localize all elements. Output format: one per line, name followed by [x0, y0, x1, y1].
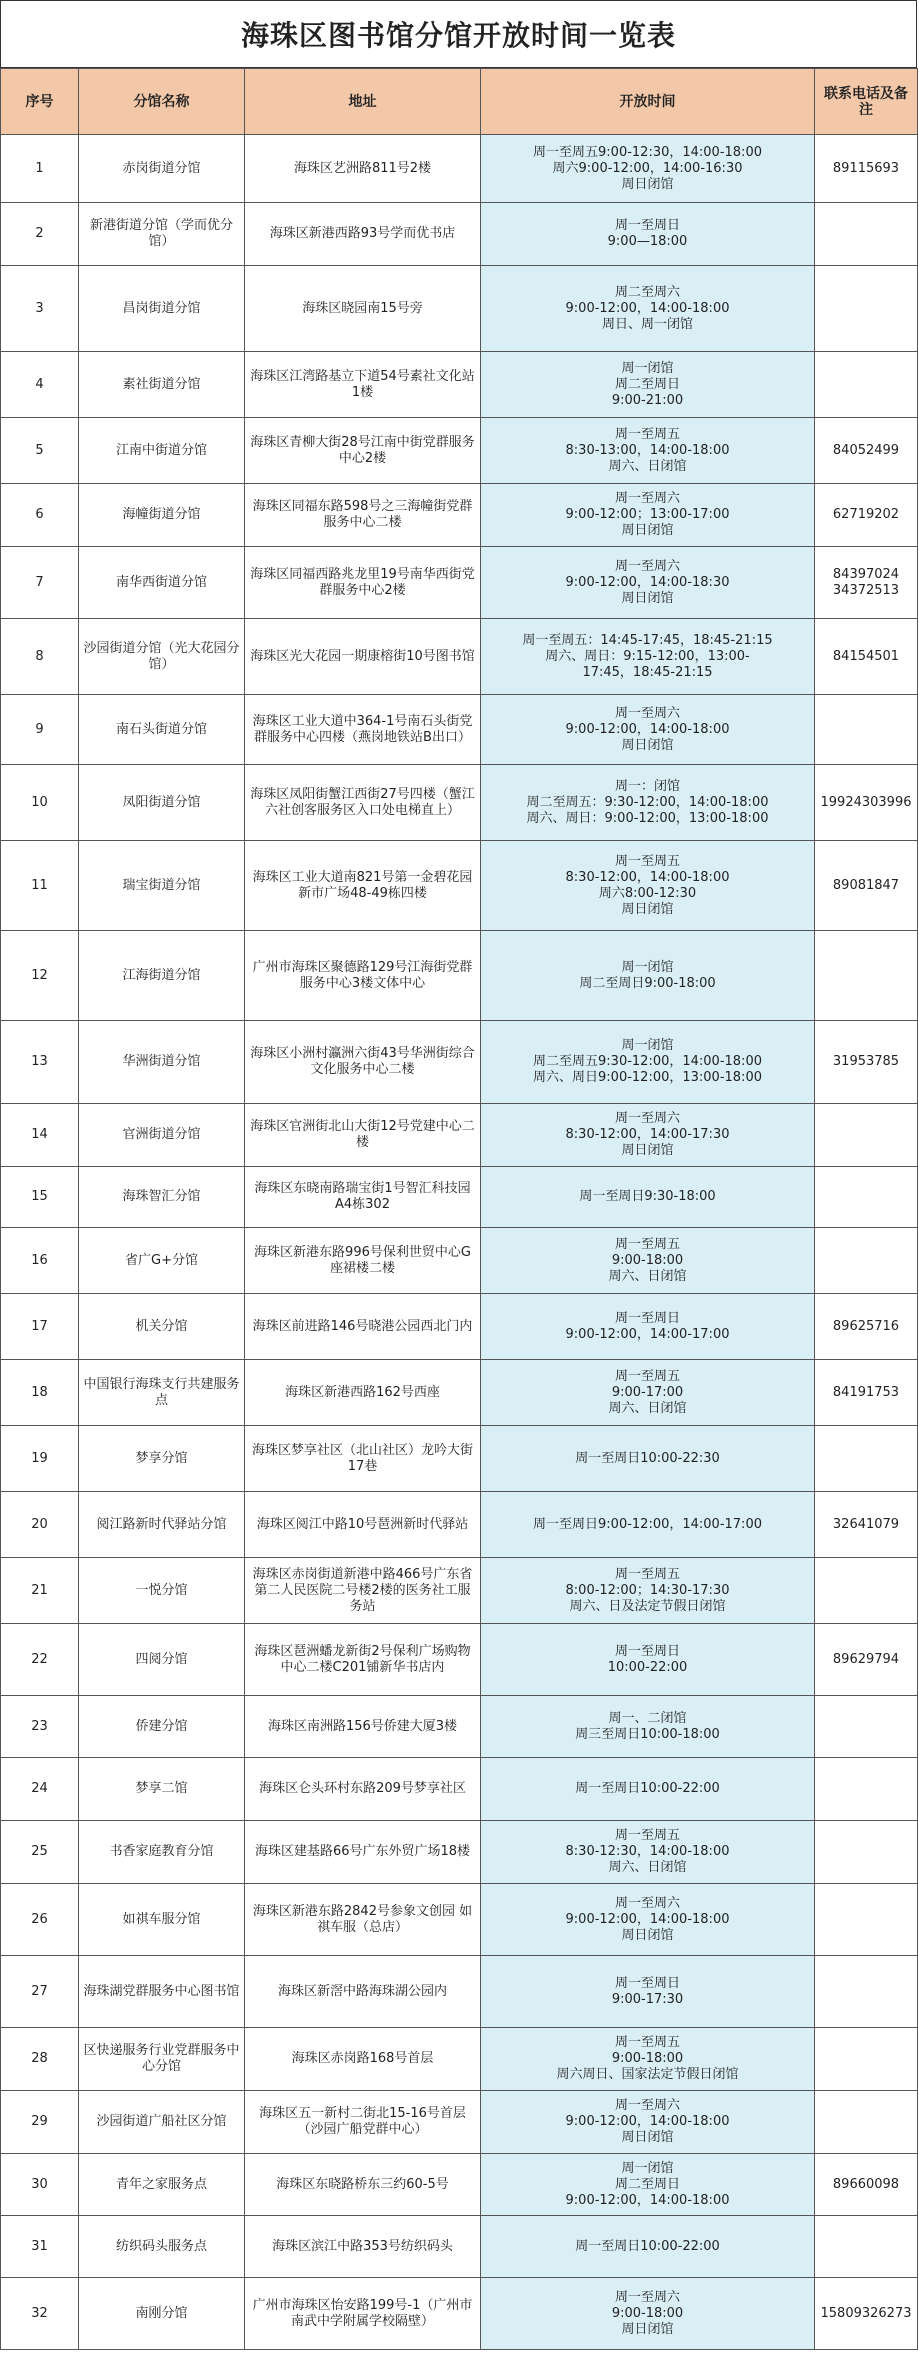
table-row: [1, 2091, 918, 2154]
opening-hours-line: 周日闭馆: [621, 1927, 674, 1943]
cell-branch-name: 沙园街道广船社区分馆: [79, 2091, 245, 2154]
cell-opening-hours: [481, 2028, 815, 2091]
cell-opening-hours: [481, 2216, 815, 2278]
table-row: [1, 1558, 918, 1624]
table-row: [1, 547, 918, 619]
cell-address: 广州市海珠区怡安路199号-1（广州市南武中学附属学校隔壁）: [245, 2278, 481, 2350]
cell-opening-hours: [481, 418, 815, 484]
opening-hours-line: 9:00-17:30: [611, 1991, 684, 2007]
cell-no: 30: [1, 2154, 79, 2216]
opening-hours-line: 周一至周日: [614, 1975, 680, 1991]
cell-opening-hours: [481, 1558, 815, 1624]
opening-hours-line: 周一至周五: [614, 426, 680, 442]
cell-opening-hours: [481, 1426, 815, 1492]
cell-opening-hours: [481, 1884, 815, 1956]
opening-hours-line: 8:30-12:00，14:00-17:30: [565, 1127, 730, 1142]
phone-number: 62719202: [832, 507, 900, 522]
phone-number: 31953785: [832, 1054, 900, 1069]
cell-branch-name: 一悦分馆: [79, 1558, 245, 1624]
cell-branch-name: 海珠智汇分馆: [79, 1167, 245, 1228]
cell-phone: [815, 695, 918, 765]
cell-branch-name: 海珠湖党群服务中心图书馆: [79, 1956, 245, 2028]
branch-schedule-table: [0, 68, 918, 2350]
table-row: [1, 619, 918, 695]
page-title: 海珠区图书馆分馆开放时间一览表: [0, 0, 917, 68]
cell-branch-name: 四阅分馆: [79, 1624, 245, 1696]
table-row: [1, 1956, 918, 2028]
cell-address: 海珠区南洲路156号侨建大厦3楼: [245, 1696, 481, 1758]
cell-no: 1: [1, 135, 79, 203]
cell-address: 海珠区新港西路162号西座: [245, 1360, 481, 1426]
opening-hours-line: 周六9:00-12:00，14:00-16:30: [552, 160, 743, 176]
table-row: [1, 695, 918, 765]
cell-branch-name: 机关分馆: [79, 1294, 245, 1360]
cell-branch-name: 官洲街道分馆: [79, 1104, 245, 1167]
cell-no: 28: [1, 2028, 79, 2091]
column-header-hours: 开放时间: [481, 69, 815, 135]
cell-phone: [815, 841, 918, 931]
cell-address: 海珠区东晓路桥东三约60-5号: [245, 2154, 481, 2216]
cell-phone: [815, 1624, 918, 1696]
table-row: [1, 1228, 918, 1294]
cell-address: 海珠区新港东路2842号参象文创园 如祺车服（总店）: [245, 1884, 481, 1956]
cell-no: 12: [1, 931, 79, 1021]
cell-address: 海珠区官洲街北山大街12号党建中心二楼: [245, 1104, 481, 1167]
opening-hours-line: 9:00-18:00: [611, 2051, 684, 2066]
cell-opening-hours: [481, 931, 815, 1021]
cell-phone: [815, 1558, 918, 1624]
table-row: [1, 1104, 918, 1167]
opening-hours-line: 周一至周五9:00-12:30，14:00-18:00: [533, 144, 762, 160]
cell-branch-name: 江海街道分馆: [79, 931, 245, 1021]
cell-phone: [815, 1956, 918, 2028]
column-header-address: 地址: [245, 69, 481, 135]
column-header-contact: 联系电话及备注: [815, 69, 918, 135]
cell-address: 海珠区工业大道中364-1号南石头街党群服务中心四楼（燕岗地铁站B出口）: [245, 695, 481, 765]
opening-hours-line: 9:00-12:00，14:00-18:00: [565, 721, 730, 737]
table-row: [1, 1360, 918, 1426]
cell-address: 海珠区梦享社区（北山社区）龙吟大街17巷: [245, 1426, 481, 1492]
cell-branch-name: 海幢街道分馆: [79, 484, 245, 547]
cell-opening-hours: [481, 1821, 815, 1884]
cell-opening-hours: [481, 1624, 815, 1696]
cell-phone: [815, 1758, 918, 1821]
cell-no: 20: [1, 1492, 79, 1558]
cell-no: 10: [1, 765, 79, 841]
cell-address: 海珠区小洲村瀛洲六街43号华洲街综合文化服务中心二楼: [245, 1021, 481, 1104]
table-row: [1, 1758, 918, 1821]
table-row: [1, 2278, 918, 2350]
cell-branch-name: 侨建分馆: [79, 1696, 245, 1758]
opening-hours-line: 周一至周六: [614, 2098, 680, 2113]
opening-hours-line: 9:00-12:00，14:00-18:30: [565, 574, 730, 590]
phone-number: 89625716: [832, 1318, 900, 1334]
cell-phone: [815, 1884, 918, 1956]
cell-address: 海珠区赤岗街道新港中路466号广东省第二人民医院二号楼2楼的医务社工服务站: [245, 1558, 481, 1624]
cell-branch-name: 赤岗街道分馆: [79, 135, 245, 203]
cell-opening-hours: [481, 135, 815, 203]
cell-address: 海珠区艺洲路811号2楼: [245, 135, 481, 203]
cell-address: 海珠区青柳大街28号江南中街党群服务中心2楼: [245, 418, 481, 484]
cell-address: 海珠区滨江中路353号纺织码头: [245, 2216, 481, 2278]
cell-phone: [815, 1294, 918, 1360]
cell-opening-hours: [481, 352, 815, 418]
cell-address: 海珠区新港西路93号学而优书店: [245, 203, 481, 266]
cell-phone: [815, 619, 918, 695]
cell-opening-hours: [481, 2091, 815, 2154]
cell-phone: [815, 2154, 918, 2216]
phone-number: 32641079: [832, 1516, 900, 1532]
opening-hours-line: 周二至周六: [614, 284, 680, 300]
cell-branch-name: 纺织码头服务点: [79, 2216, 245, 2278]
cell-no: 9: [1, 695, 79, 765]
phone-number: 84397024 34372513: [832, 566, 900, 598]
opening-hours-line: 周一闭馆: [621, 2160, 674, 2176]
opening-hours-line: 周一至周五: [614, 1566, 680, 1582]
opening-hours-line: 9:00-12:00，14:00-18:00: [565, 2114, 730, 2129]
opening-hours-line: 周一至周日9:00-12:00，14:00-17:00: [533, 1516, 762, 1532]
cell-opening-hours: [481, 2278, 815, 2350]
opening-hours-line: 8:30-12:30，14:00-18:00: [565, 1844, 730, 1859]
phone-number: 19924303996: [820, 794, 912, 810]
opening-hours-line: 周一至周五：14:45-17:45，18:45-21:15: [522, 632, 773, 648]
opening-hours-line: 9:00-17:00: [611, 1384, 684, 1400]
table-row: [1, 135, 918, 203]
table-row: [1, 2028, 918, 2091]
cell-branch-name: 区快递服务行业党群服务中心分馆: [79, 2028, 245, 2091]
cell-no: 32: [1, 2278, 79, 2350]
opening-hours-line: 9:00-12:00，14:00-18:00: [565, 1911, 730, 1927]
cell-opening-hours: [481, 1294, 815, 1360]
opening-hours-line: 9:00-12:00，14:00-18:00: [565, 2192, 730, 2208]
cell-address: 海珠区同福东路598号之三海幢街党群服务中心二楼: [245, 484, 481, 547]
opening-hours-line: 周六、周日9:00-12:00，13:00-18:00: [533, 1070, 762, 1085]
table-row: [1, 1294, 918, 1360]
cell-no: 13: [1, 1021, 79, 1104]
cell-phone: [815, 1167, 918, 1228]
opening-hours-line: 10:00-22:00: [607, 1659, 688, 1675]
phone-number: 15809326273: [820, 2305, 912, 2321]
column-header-no: 序号: [1, 69, 79, 135]
opening-hours-line: 周日、周一闭馆: [601, 316, 693, 332]
opening-hours-line: 周一至周六: [614, 1895, 680, 1911]
cell-address: 海珠区仑头环村东路209号梦享社区: [245, 1758, 481, 1821]
opening-hours-line: 周日闭馆: [621, 523, 674, 538]
opening-hours-line: 周二至周日: [614, 2176, 680, 2192]
cell-no: 16: [1, 1228, 79, 1294]
cell-branch-name: 南石头街道分馆: [79, 695, 245, 765]
cell-no: 15: [1, 1167, 79, 1228]
cell-no: 27: [1, 1956, 79, 2028]
cell-address: 海珠区东晓南路瑞宝街1号智汇科技园A4栋302: [245, 1167, 481, 1228]
cell-phone: [815, 266, 918, 352]
cell-address: 海珠区光大花园一期康榕街10号图书馆: [245, 619, 481, 695]
cell-opening-hours: [481, 1228, 815, 1294]
cell-address: 海珠区工业大道南821号第一金碧花园新市广场48-49栋四楼: [245, 841, 481, 931]
cell-branch-name: 华洲街道分馆: [79, 1021, 245, 1104]
opening-hours-line: 周二至周日: [614, 376, 680, 392]
opening-hours-line: 周一至周五: [614, 1368, 680, 1384]
cell-branch-name: 瑞宝街道分馆: [79, 841, 245, 931]
cell-phone: [815, 547, 918, 619]
table-row: [1, 1426, 918, 1492]
opening-hours-line: 周六、日闭馆: [608, 1400, 687, 1416]
cell-address: 海珠区建基路66号广东外贸广场18楼: [245, 1821, 481, 1884]
opening-hours-line: 周六、日及法定节假日闭馆: [569, 1598, 726, 1614]
cell-no: 8: [1, 619, 79, 695]
cell-no: 29: [1, 2091, 79, 2154]
cell-opening-hours: [481, 619, 815, 695]
table-row: [1, 1696, 918, 1758]
opening-hours-line: 9:00-18:00: [611, 2305, 684, 2321]
cell-opening-hours: [481, 203, 815, 266]
cell-branch-name: 梦享二馆: [79, 1758, 245, 1821]
opening-hours-line: 周一至周日9:30-18:00: [579, 1189, 716, 1204]
cell-phone: [815, 1360, 918, 1426]
cell-no: 4: [1, 352, 79, 418]
cell-address: 海珠区新港东路996号保利世贸中心G座裙楼二楼: [245, 1228, 481, 1294]
opening-hours-line: 周日闭馆: [621, 590, 674, 606]
cell-opening-hours: [481, 266, 815, 352]
phone-number: 89115693: [832, 160, 900, 176]
opening-hours-line: 9:00-21:00: [611, 392, 684, 408]
cell-no: 5: [1, 418, 79, 484]
opening-hours-line: 9:00-12:00；13:00-17:00: [565, 507, 730, 522]
opening-hours-line: 9:00-18:00: [611, 1252, 684, 1268]
opening-hours-line: 周一至周六: [614, 2289, 680, 2305]
cell-phone: [815, 1696, 918, 1758]
cell-no: 14: [1, 1104, 79, 1167]
table-row: [1, 1492, 918, 1558]
cell-no: 26: [1, 1884, 79, 1956]
cell-no: 11: [1, 841, 79, 931]
cell-branch-name: 南华西街道分馆: [79, 547, 245, 619]
opening-hours-line: 周一至周五: [614, 1236, 680, 1252]
cell-opening-hours: [481, 1492, 815, 1558]
opening-hours-line: 周六、周日：9:00-12:00，13:00-18:00: [526, 810, 769, 826]
cell-opening-hours: [481, 765, 815, 841]
cell-opening-hours: [481, 841, 815, 931]
cell-address: 海珠区前进路146号晓港公园西北门内: [245, 1294, 481, 1360]
opening-hours-line: 周二至周日9:00-18:00: [579, 975, 716, 991]
opening-hours-line: 周六8:00-12:30: [598, 885, 697, 901]
table-row: [1, 1167, 918, 1228]
cell-no: 18: [1, 1360, 79, 1426]
column-header-name: 分馆名称: [79, 69, 245, 135]
opening-hours-line: 周六、日闭馆: [608, 458, 687, 474]
opening-hours-line: 周一至周日10:00-22:30: [575, 1450, 720, 1466]
opening-hours-line: 周六周日、国家法定节假日闭馆: [556, 2067, 739, 2082]
table-row: [1, 418, 918, 484]
cell-branch-name: 书香家庭教育分馆: [79, 1821, 245, 1884]
opening-hours-line: 周一闭馆: [621, 1038, 674, 1053]
cell-opening-hours: [481, 2154, 815, 2216]
cell-no: 23: [1, 1696, 79, 1758]
cell-address: 海珠区新滘中路海珠湖公园内: [245, 1956, 481, 2028]
opening-hours-line: 周三至周日10:00-18:00: [575, 1726, 720, 1742]
cell-phone: [815, 931, 918, 1021]
cell-address: 海珠区凤阳街蟹江西街27号四楼（蟹江六社创客服务区入口处电梯直上）: [245, 765, 481, 841]
opening-hours-line: 17:45，18:45-21:15: [582, 664, 713, 680]
cell-branch-name: 省广G+分馆: [79, 1228, 245, 1294]
cell-no: 22: [1, 1624, 79, 1696]
cell-no: 19: [1, 1426, 79, 1492]
opening-hours-line: 周一至周六: [614, 1111, 680, 1126]
cell-address: 海珠区晓园南15号旁: [245, 266, 481, 352]
cell-branch-name: 青年之家服务点: [79, 2154, 245, 2216]
opening-hours-line: 周一至周日10:00-22:00: [575, 2238, 720, 2254]
opening-hours-line: 周六、日闭馆: [608, 1268, 687, 1284]
opening-hours-line: 周日闭馆: [621, 176, 674, 192]
cell-phone: [815, 1021, 918, 1104]
cell-branch-name: 沙园街道分馆（光大花园分馆）: [79, 619, 245, 695]
cell-opening-hours: [481, 1167, 815, 1228]
opening-hours-line: 周一至周六: [614, 558, 680, 574]
opening-hours-line: 周一至周日: [614, 218, 680, 233]
table-row: [1, 203, 918, 266]
cell-branch-name: 南刚分馆: [79, 2278, 245, 2350]
opening-hours-line: 周日闭馆: [621, 1143, 674, 1158]
phone-number: 89660098: [832, 2176, 900, 2192]
cell-address: 广州市海珠区聚德路129号江海街党群服务中心3楼文体中心: [245, 931, 481, 1021]
opening-hours-line: 周一至周六: [614, 705, 680, 721]
cell-branch-name: 新港街道分馆（学而优分馆）: [79, 203, 245, 266]
cell-no: 24: [1, 1758, 79, 1821]
cell-phone: [815, 203, 918, 266]
opening-hours-line: 周一至周日: [614, 1643, 680, 1659]
table-row: [1, 2216, 918, 2278]
phone-number: 84052499: [832, 442, 900, 458]
opening-hours-line: 周一闭馆: [621, 959, 674, 975]
cell-phone: [815, 2028, 918, 2091]
table-row: [1, 266, 918, 352]
opening-hours-line: 8:30-12:00，14:00-18:00: [565, 869, 730, 885]
cell-no: 6: [1, 484, 79, 547]
cell-branch-name: 素社街道分馆: [79, 352, 245, 418]
cell-phone: [815, 135, 918, 203]
opening-hours-line: 周日闭馆: [621, 737, 674, 753]
cell-address: 海珠区阅江中路10号琶洲新时代驿站: [245, 1492, 481, 1558]
cell-opening-hours: [481, 1021, 815, 1104]
cell-no: 3: [1, 266, 79, 352]
table-row: [1, 765, 918, 841]
cell-phone: [815, 1228, 918, 1294]
cell-opening-hours: [481, 1696, 815, 1758]
cell-no: 17: [1, 1294, 79, 1360]
table-row: [1, 1821, 918, 1884]
cell-branch-name: 江南中街道分馆: [79, 418, 245, 484]
cell-no: 25: [1, 1821, 79, 1884]
cell-no: 21: [1, 1558, 79, 1624]
opening-hours-line: 9:00-12:00，14:00-17:00: [565, 1326, 730, 1342]
phone-number: 84154501: [832, 648, 900, 664]
cell-address: 海珠区赤岗路168号首层: [245, 2028, 481, 2091]
cell-opening-hours: [481, 484, 815, 547]
opening-hours-line: 周一至周日10:00-22:00: [575, 1781, 720, 1796]
cell-phone: [815, 2278, 918, 2350]
cell-address: 海珠区琶洲蟠龙新街2号保利广场购物中心二楼C201铺新华书店内: [245, 1624, 481, 1696]
cell-phone: [815, 1492, 918, 1558]
phone-number: 89629794: [832, 1651, 900, 1667]
table-row: [1, 484, 918, 547]
cell-phone: [815, 2091, 918, 2154]
opening-hours-line: 周一、二闭馆: [608, 1710, 687, 1726]
cell-no: 7: [1, 547, 79, 619]
cell-phone: [815, 484, 918, 547]
cell-address: 海珠区同福西路兆龙里19号南华西街党群服务中心2楼: [245, 547, 481, 619]
cell-opening-hours: [481, 1758, 815, 1821]
opening-hours-line: 周一闭馆: [621, 360, 674, 376]
cell-no: 31: [1, 2216, 79, 2278]
table-row: [1, 1624, 918, 1696]
cell-phone: [815, 1426, 918, 1492]
cell-phone: [815, 1821, 918, 1884]
opening-hours-line: 9:00—18:00: [607, 234, 688, 249]
opening-hours-line: 周二至周五：9:30-12:00，14:00-18:00: [526, 794, 769, 810]
opening-hours-line: 周一：闭馆: [614, 778, 680, 794]
opening-hours-line: 周一至周五: [614, 2035, 680, 2050]
opening-hours-line: 周日闭馆: [621, 2130, 674, 2145]
table-row: [1, 352, 918, 418]
table-row: [1, 2154, 918, 2216]
cell-phone: [815, 2216, 918, 2278]
cell-branch-name: 中国银行海珠支行共建服务点: [79, 1360, 245, 1426]
cell-address: 海珠区江湾路基立下道54号素社文化站1楼: [245, 352, 481, 418]
cell-branch-name: 昌岗街道分馆: [79, 266, 245, 352]
table-row: [1, 1021, 918, 1104]
cell-opening-hours: [481, 1360, 815, 1426]
cell-opening-hours: [481, 695, 815, 765]
cell-opening-hours: [481, 547, 815, 619]
cell-no: 2: [1, 203, 79, 266]
opening-hours-line: 周六、日闭馆: [608, 1860, 687, 1875]
cell-phone: [815, 418, 918, 484]
cell-address: 海珠区五一新村二街北15-16号首层（沙园广船党群中心）: [245, 2091, 481, 2154]
opening-hours-line: 周二至周五9:30-12:00，14:00-18:00: [533, 1054, 762, 1069]
table-row: [1, 931, 918, 1021]
cell-branch-name: 阅江路新时代驿站分馆: [79, 1492, 245, 1558]
opening-hours-line: 周一至周五: [614, 1828, 680, 1843]
opening-hours-line: 周日闭馆: [621, 901, 674, 917]
cell-phone: [815, 765, 918, 841]
cell-branch-name: 梦享分馆: [79, 1426, 245, 1492]
opening-hours-line: 8:00-12:00；14:30-17:30: [565, 1582, 730, 1598]
opening-hours-line: 周一至周五: [614, 853, 680, 869]
cell-phone: [815, 1104, 918, 1167]
table-row: [1, 841, 918, 931]
phone-number: 84191753: [832, 1384, 900, 1400]
opening-hours-line: 周一至周六: [614, 491, 680, 506]
opening-hours-line: 周日闭馆: [621, 2321, 674, 2337]
cell-phone: [815, 352, 918, 418]
cell-opening-hours: [481, 1104, 815, 1167]
opening-hours-line: 8:30-13:00，14:00-18:00: [565, 442, 730, 458]
header-row: [1, 69, 918, 135]
opening-hours-line: 周一至周日: [614, 1310, 680, 1326]
cell-branch-name: 如祺车服分馆: [79, 1884, 245, 1956]
phone-number: 89081847: [832, 877, 900, 893]
cell-branch-name: 凤阳街道分馆: [79, 765, 245, 841]
opening-hours-line: 周六、周日：9:15-12:00，13:00-: [545, 648, 750, 664]
cell-opening-hours: [481, 1956, 815, 2028]
table-row: [1, 1884, 918, 1956]
opening-hours-line: 9:00-12:00，14:00-18:00: [565, 300, 730, 316]
